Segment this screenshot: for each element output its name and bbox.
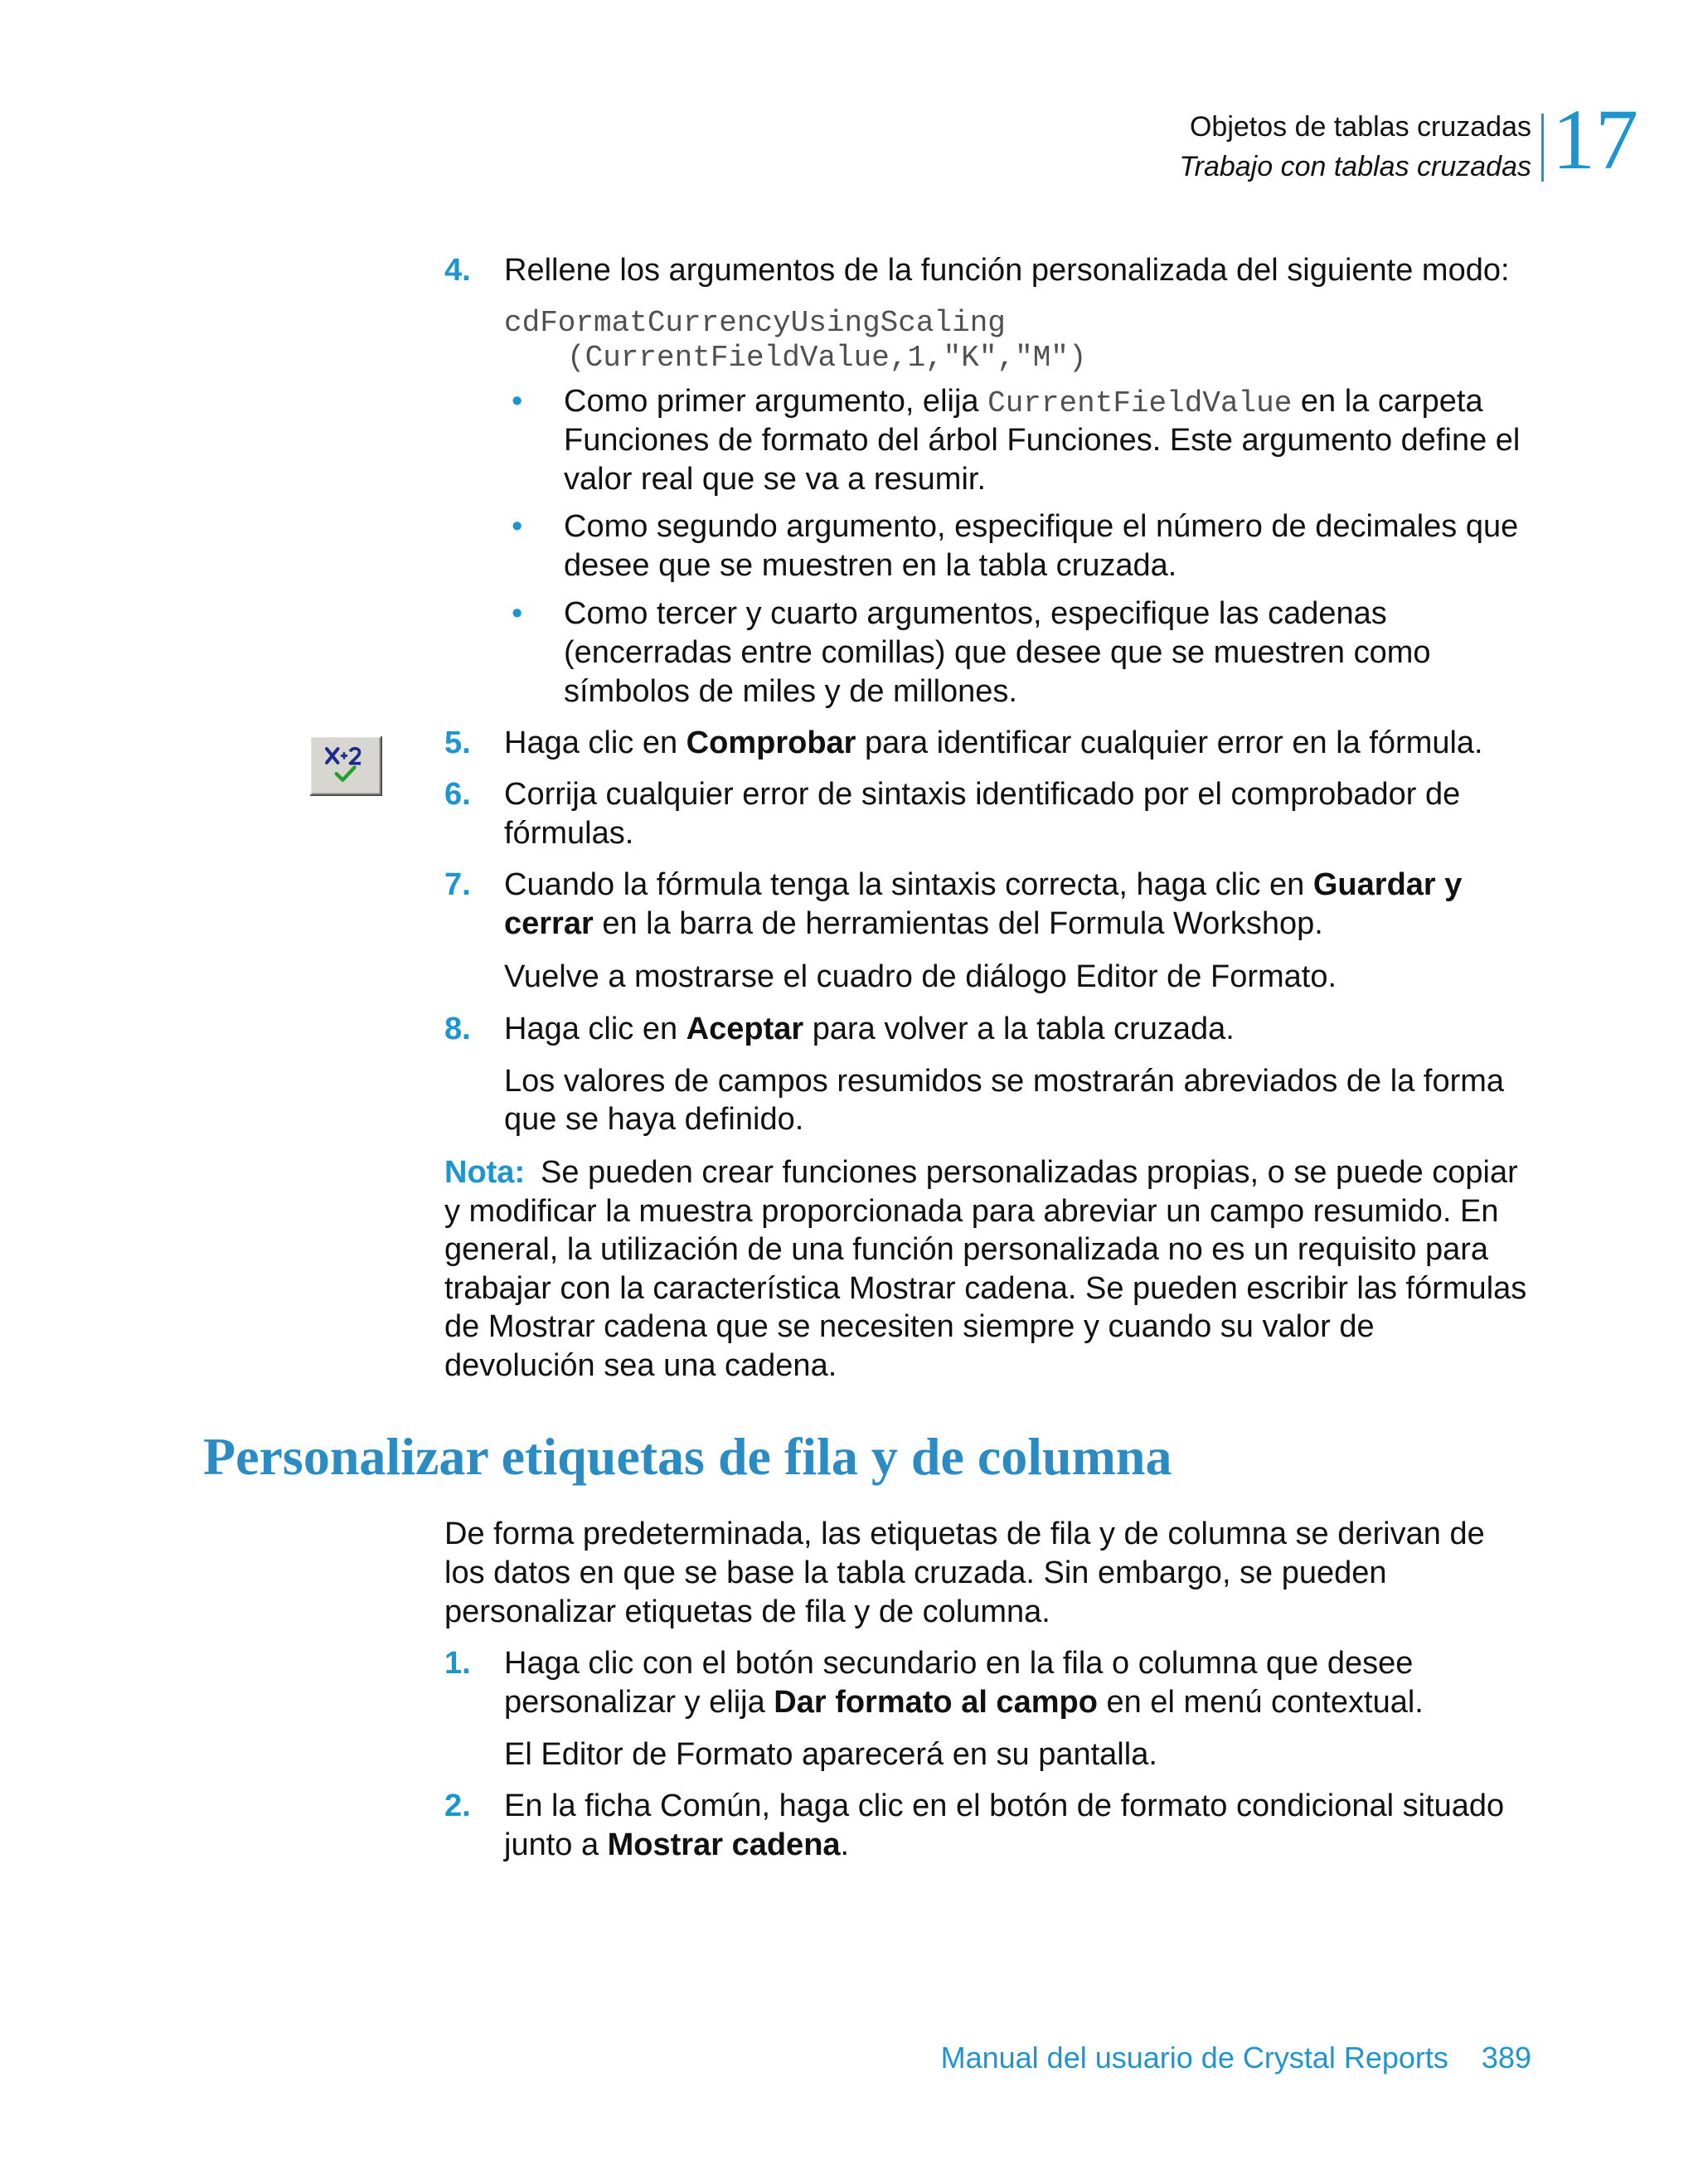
intro-text: los datos en que se base la tabla cruzada. Sin embargo, se pueden — [444, 1555, 1387, 1590]
bullet-line: Como tercer y cuarto argumentos, especifique las cadenas — [564, 596, 1387, 631]
running-header — [1179, 107, 1531, 187]
intro-text: De forma predeterminada, las etiquetas de fila y de columna se derivan de — [444, 1517, 1485, 1551]
step-text: fórmulas. — [504, 816, 634, 851]
bullet-text: Como primer argumento, elija — [564, 384, 988, 419]
step-text-part: Haga clic en — [504, 726, 686, 760]
bullet-line: (encerradas entre comillas) que desee que se muestren como — [564, 635, 1431, 670]
step-text-part: Cuando la fórmula tenga la sintaxis correcta, haga clic en — [504, 867, 1313, 902]
step-text-part: para identificar cualquier error en la fórmula. — [856, 726, 1483, 760]
step-text — [504, 1010, 1235, 1049]
step-result: El Editor de Formato aparecerá en su pantalla. — [504, 1737, 1157, 1772]
section-heading: Personalizar etiquetas de fila y de columna — [203, 1427, 1172, 1486]
bullet-line — [564, 382, 1483, 423]
step-text — [504, 866, 1462, 905]
bullet-line: valor real que se va a resumir. — [564, 462, 987, 497]
step-number: 5. — [444, 726, 471, 760]
note-text: de Mostrar cadena que se necesiten siempre y cuando su valor de — [444, 1309, 1375, 1344]
code-line: (CurrentFieldValue,1,"K","M") — [567, 341, 1087, 375]
step-number: 1. — [444, 1646, 471, 1681]
step-number: 7. — [444, 867, 471, 902]
bullet-line: Como segundo argumento, especifique el número de decimales que — [564, 509, 1519, 544]
bullet-line: desee que se muestren en la tabla cruzada. — [564, 548, 1177, 583]
check-formula-icon — [310, 736, 382, 796]
step-text-part: para volver a la tabla cruzada. — [803, 1012, 1235, 1046]
step-text: Rellene los argumentos de la función personalizada del siguiente modo: — [504, 253, 1510, 288]
step-text: Haga clic con el botón secundario en la fila o columna que desee — [504, 1646, 1414, 1681]
step-text — [504, 724, 1483, 763]
step-result: Vuelve a mostrarse el cuadro de diálogo Editor de Formato. — [504, 959, 1337, 994]
bullet-marker: • — [512, 384, 523, 419]
ui-term: Aceptar — [686, 1012, 804, 1046]
ui-term: Mostrar cadena — [607, 1827, 841, 1862]
ui-term: cerrar — [504, 906, 594, 941]
step-text: En la ficha Común, haga clic en el botón de formato condicional situado — [504, 1788, 1505, 1823]
step-text-part: en el menú contextual. — [1097, 1685, 1424, 1720]
step-text — [504, 1683, 1424, 1722]
step-text: Corrija cualquier error de sintaxis identificado por el comprobador de — [504, 777, 1461, 812]
step-text — [504, 1826, 849, 1865]
bullet-text: en la carpeta — [1292, 384, 1483, 419]
ui-term: Comprobar — [686, 726, 856, 760]
section-title: Trabajo con tablas cruzadas — [1179, 151, 1531, 182]
inline-code: CurrentFieldValue — [987, 386, 1293, 420]
bullet-marker: • — [512, 596, 523, 631]
chapter-title: Objetos de tablas cruzadas — [1189, 111, 1531, 143]
step-text-part: en la barra de herramientas del Formula Workshop. — [593, 906, 1323, 941]
page-number: 389 — [1481, 2041, 1531, 2075]
note-label: Nota: — [444, 1155, 526, 1190]
step-text — [504, 905, 1323, 944]
header-divider — [1541, 114, 1544, 182]
step-number: 2. — [444, 1788, 471, 1823]
note-text: y modificar la muestra proporcionada para abreviar un campo resumido. En — [444, 1194, 1499, 1229]
step-number: 4. — [444, 253, 471, 288]
note-text: devolución sea una cadena. — [444, 1348, 837, 1383]
step-number: 8. — [444, 1012, 471, 1046]
note-text: trabajar con la característica Mostrar cadena. Se pueden escribir las fórmulas — [444, 1271, 1527, 1306]
bullet-marker: • — [512, 509, 523, 544]
code-line: cdFormatCurrencyUsingScaling — [504, 306, 1006, 340]
chapter-number: 17 — [1552, 92, 1638, 187]
note-text: general, la utilización de una función personalizada no es un requisito para — [444, 1232, 1489, 1267]
running-footer — [941, 2041, 1531, 2075]
step-result: Los valores de campos resumidos se mostrarán abreviados de la forma — [504, 1064, 1505, 1099]
step-number: 6. — [444, 777, 471, 812]
ui-term: Dar formato al campo — [774, 1685, 1098, 1720]
step-text-part: junto a — [504, 1827, 608, 1862]
bullet-line: símbolos de miles y de millones. — [564, 674, 1017, 709]
step-text-part: Haga clic en — [504, 1012, 686, 1046]
manual-title: Manual del usuario de Crystal Reports — [940, 2041, 1448, 2075]
step-text-part: . — [840, 1827, 850, 1862]
intro-text: personalizar etiquetas de fila y de columna. — [444, 1594, 1050, 1629]
note-text: Se pueden crear funciones personalizadas propias, o se puede copiar — [541, 1155, 1518, 1190]
bullet-line: Funciones de formato del árbol Funciones. Este argumento define el — [564, 423, 1521, 458]
step-result: que se haya definido. — [504, 1102, 804, 1137]
ui-term: Guardar y — [1312, 867, 1463, 902]
step-text-part: personalizar y elija — [504, 1685, 774, 1720]
